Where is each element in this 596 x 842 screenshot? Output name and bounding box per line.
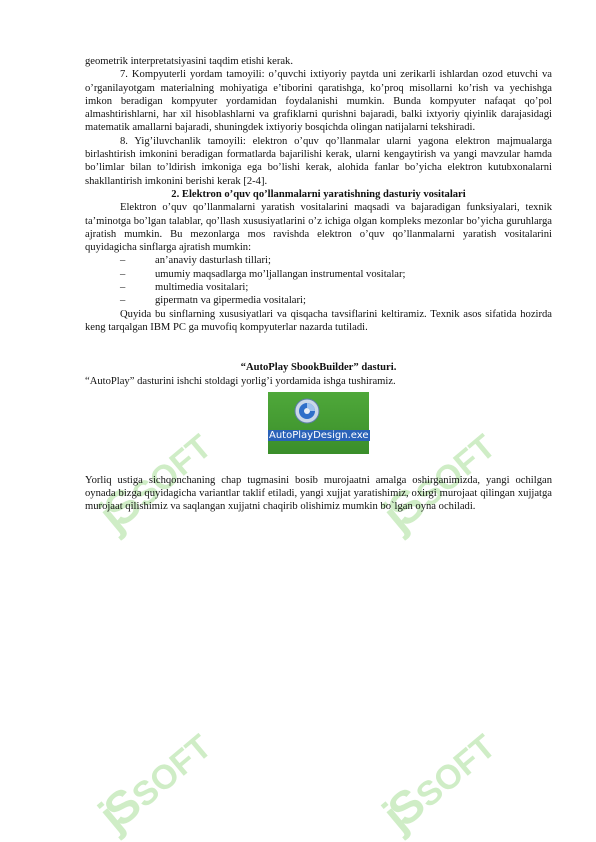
paragraph-intro: Elektron o’quv qo’llanmalarni yaratish vositalarini maqsadi va bajaradigan funksiyalari, texnik ta’minotga bo’lgan talablar, qo’llash xususiyatlarini o’z ichiga olgan kompleks mezonlar bo’yicha guruhlarga ajratish mumkin. Bu mezonlarga mos ravishda elektron o’quv qo’llanmalarni yaratish vositalarini quyidagicha sinflarga ajratish mumkin: [85, 202, 552, 254]
subsection-heading: “AutoPlay SbookBuilder” dasturi. [240, 362, 397, 374]
watermark: jSSOFT [88, 427, 219, 541]
section-heading: 2. Elektron o’quv qo’llanmalarni yaratishning dasturiy vositalari [171, 188, 466, 200]
list-item: – umumiy maqsadlarga mo’ljallangan instrumental vositalar; [120, 268, 406, 280]
list-item: – gipermatn va gipermedia vositalari; [120, 295, 306, 307]
paragraph: Yorliq ustiga sichqonchaning chap tugmasini bosib murojaatni amalga oshirganimizda, yangi ochilgan oynada bizga quyidagicha variantlar taklif etiladi, yangi xujjat yaratishimiz, oxirgi murojaat qilingan xujjatga murojaat qilishimiz va saqlangan xujjatni chaqirib olishimiz mumkin bo`lgan oyna ochiladi. [85, 474, 552, 513]
paragraph: “AutoPlay” dasturini ishchi stoldagi yorlig’i yordamida ishga tushiramiz. [85, 375, 396, 387]
shortcut-label: AutoPlayDesign.exe [269, 429, 369, 441]
paragraph-principle-8: 8. Yig’iluvchanlik tamoyili: elektron o’quv qo’llanmalar ularni yagona elektron majmualarga birlashtirish imkonini beradigan formatlarda bajarilishi kerak, ularni kengaytirish va yangi mavzular hamda bo’limlar bilan to’ldirish imkoniga ega bo’lishi kerak, alohida fanlar bo’yicha elektron kutubxonalarni shakllantirish imkonini berishi kerak [2-4]. [85, 135, 552, 187]
watermark: jSSOFT [88, 727, 219, 841]
list-item: – an’anaviy dasturlash tillari; [120, 255, 271, 267]
autoplay-desktop-shortcut[interactable] [268, 392, 369, 454]
list-item: – multimedia vositalari; [120, 282, 249, 294]
paragraph: geometrik interpretatsiyasini taqdim etishi kerak. [85, 56, 293, 67]
paragraph-principle-7: 7. Kompyuterli yordam tamoyili: o’quvchi ixtiyoriy paytda uni zerikarli ishlardan ozod etuvchi va o’rganilayotgam materialning mohiyatiga e’tiborini qaratishga, ko’proq misollarni ko’rish va yechishga imkon beradigan kompyuter yordamidan foydalanishi mumkin. Bunda kompyuter nafaqat qo’pol almashtirishlarni, har xil hisoblashlarni va grafiklarni qurishni bajaradi, balki ixtyoriy qiyinlik darajasidagi matematik amallarni bajaradi, shuningdek ixtiyoriy bosqichda olingan natijalarni tekshiradi. [85, 69, 552, 134]
document-body [85, 55, 552, 514]
watermark: jSSOFT [372, 727, 503, 841]
watermark: jSSOFT [372, 427, 503, 541]
paragraph: Quyida bu sinflarning xususiyatlari va qisqacha tavsiflarini keltiramiz. Texnik asos sifatida hozirda keng tarqalgan IBM PC ga muvofiq kompyuterlar nazarda tutiladi. [85, 308, 552, 333]
autoplay-disc-icon [294, 398, 320, 424]
tool-class-list [85, 254, 552, 307]
